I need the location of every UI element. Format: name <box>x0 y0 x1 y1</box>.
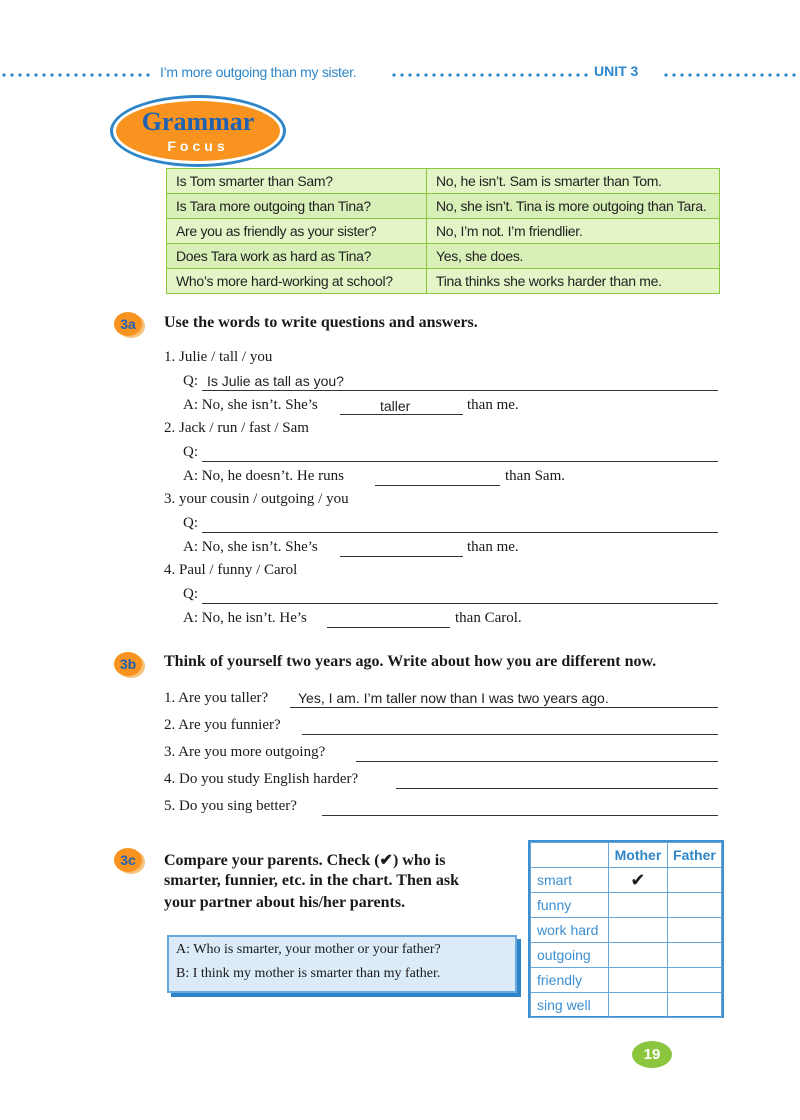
grammar-focus-title: Grammar <box>141 107 255 136</box>
trait-label: friendly <box>531 968 609 993</box>
section-3b-badge: 3b <box>114 652 142 676</box>
grammar-question: Is Tara more outgoing than Tina? <box>167 194 427 219</box>
trait-label: work hard <box>531 918 609 943</box>
answer-blank-line[interactable] <box>375 485 500 486</box>
grammar-answer: No, she isn’t. Tina is more outgoing than Tara. <box>427 194 720 219</box>
grammar-row <box>167 169 720 194</box>
answer-blank-line[interactable] <box>340 556 463 557</box>
grammar-question: Are you as friendly as your sister? <box>167 219 427 244</box>
chart-row <box>531 968 722 993</box>
q-label: Q: <box>183 586 198 602</box>
reflection-question: 5. Do you sing better? <box>164 798 297 814</box>
answer-sentence-start: A: No, she isn’t. She’s <box>183 539 318 555</box>
question-answer-line[interactable] <box>202 532 718 533</box>
grammar-question: Who’s more hard-working at school? <box>167 269 427 294</box>
mother-check-cell[interactable] <box>609 893 668 918</box>
mother-check-cell[interactable] <box>609 968 668 993</box>
father-check-cell[interactable] <box>667 943 721 968</box>
parents-table <box>530 842 722 1018</box>
grammar-question: Does Tara work as hard as Tina? <box>167 244 427 269</box>
reflection-answer-text: Yes, I am. I’m taller now than I was two years ago. <box>298 690 609 706</box>
q-label: Q: <box>183 515 198 531</box>
dialog-line-b: B: I think my mother is smarter than my father. <box>176 966 441 981</box>
reflection-answer-line[interactable] <box>290 707 718 708</box>
section-3a-badge: 3a <box>114 312 142 336</box>
mother-check-cell[interactable] <box>609 943 668 968</box>
question-answer-line[interactable] <box>202 461 718 462</box>
father-check-cell[interactable] <box>667 893 721 918</box>
grammar-row <box>167 194 720 219</box>
trait-label: smart <box>531 868 609 893</box>
q-label: Q: <box>183 373 198 389</box>
section-3c-instruction-line: smarter, funnier, etc. in the chart. Then ask <box>164 872 459 889</box>
chart-row <box>531 893 722 918</box>
question-answer-line[interactable] <box>202 603 718 604</box>
grammar-focus-subtitle: Focus <box>167 138 229 154</box>
grammar-focus-badge <box>113 98 283 164</box>
chart-header-empty <box>531 843 609 868</box>
grammar-row <box>167 219 720 244</box>
dialog-line-a: A: Who is smarter, your mother or your father? <box>176 942 441 957</box>
chart-row <box>531 993 722 1018</box>
grammar-row <box>167 269 720 294</box>
exercise-prompt: 4. Paul / funny / Carol <box>164 562 298 578</box>
grammar-answer: No, I’m not. I’m friendlier. <box>427 219 720 244</box>
answer-sentence-end: than me. <box>467 539 519 555</box>
reflection-answer-line[interactable] <box>396 788 718 789</box>
chart-row <box>531 868 722 893</box>
section-3c-badge: 3c <box>114 848 142 872</box>
page-header <box>0 62 800 84</box>
example-dialog-box <box>167 935 517 993</box>
reflection-answer-line[interactable] <box>322 815 718 816</box>
grammar-row <box>167 244 720 269</box>
question-answer-line[interactable] <box>202 390 718 391</box>
chart-header-row <box>531 843 722 868</box>
mother-check-cell[interactable] <box>609 918 668 943</box>
answer-sentence-end: than me. <box>467 397 519 413</box>
father-check-cell[interactable] <box>667 918 721 943</box>
answer-sentence-start: A: No, she isn’t. She’s <box>183 397 318 413</box>
grammar-focus-table <box>166 168 720 294</box>
grammar-answer: No, he isn’t. Sam is smarter than Tom. <box>427 169 720 194</box>
chart-header-mother: Mother <box>609 843 668 868</box>
chart-row <box>531 943 722 968</box>
header-dots-right <box>662 73 800 77</box>
answer-sentence-start: A: No, he isn’t. He’s <box>183 610 307 626</box>
reflection-question: 4. Do you study English harder? <box>164 771 359 787</box>
chart-header-father: Father <box>667 843 721 868</box>
exercise-prompt: 3. your cousin / outgoing / you <box>164 491 349 507</box>
answer-sentence-end: than Sam. <box>505 468 565 484</box>
reflection-question: 3. Are you more outgoing? <box>164 744 326 760</box>
reflection-question: 1. Are you taller? <box>164 690 269 706</box>
father-check-cell[interactable] <box>667 968 721 993</box>
section-3c-instruction-line: your partner about his/her parents. <box>164 894 406 911</box>
father-check-cell[interactable] <box>667 993 721 1018</box>
mother-check-cell[interactable] <box>609 993 668 1018</box>
unit-label: UNIT 3 <box>594 63 639 79</box>
grammar-answer: Tina thinks she works harder than me. <box>427 269 720 294</box>
answer-sentence-end: than Carol. <box>455 610 522 626</box>
exercise-prompt: 1. Julie / tall / you <box>164 349 273 365</box>
chart-row <box>531 918 722 943</box>
exercise-prompt: 2. Jack / run / fast / Sam <box>164 420 309 436</box>
father-check-cell[interactable] <box>667 868 721 893</box>
trait-label: sing well <box>531 993 609 1018</box>
question-answer-text: Is Julie as tall as you? <box>207 373 344 389</box>
answer-blank-line[interactable] <box>327 627 450 628</box>
reflection-answer-line[interactable] <box>356 761 718 762</box>
section-3b-instruction: Think of yourself two years ago. Write about how you are different now. <box>164 653 657 670</box>
header-dots-left <box>0 73 152 77</box>
unit-title: I’m more outgoing than my sister. <box>160 64 357 80</box>
trait-label: outgoing <box>531 943 609 968</box>
mother-check-cell[interactable]: ✔ <box>609 868 668 893</box>
answer-blank-line[interactable] <box>340 414 463 415</box>
answer-sentence-start: A: No, he doesn’t. He runs <box>183 468 344 484</box>
header-dots-middle <box>390 73 588 77</box>
trait-label: funny <box>531 893 609 918</box>
q-label: Q: <box>183 444 198 460</box>
grammar-answer: Yes, she does. <box>427 244 720 269</box>
reflection-question: 2. Are you funnier? <box>164 717 281 733</box>
section-3a-instruction: Use the words to write questions and answers. <box>164 314 478 331</box>
grammar-question: Is Tom smarter than Sam? <box>167 169 427 194</box>
parents-comparison-chart <box>528 840 724 1018</box>
answer-blank-text: taller <box>380 398 411 414</box>
page-number: 19 <box>632 1041 672 1068</box>
section-3c-instruction-line: Compare your parents. Check (✔) who is <box>164 852 446 869</box>
reflection-answer-line[interactable] <box>302 734 718 735</box>
